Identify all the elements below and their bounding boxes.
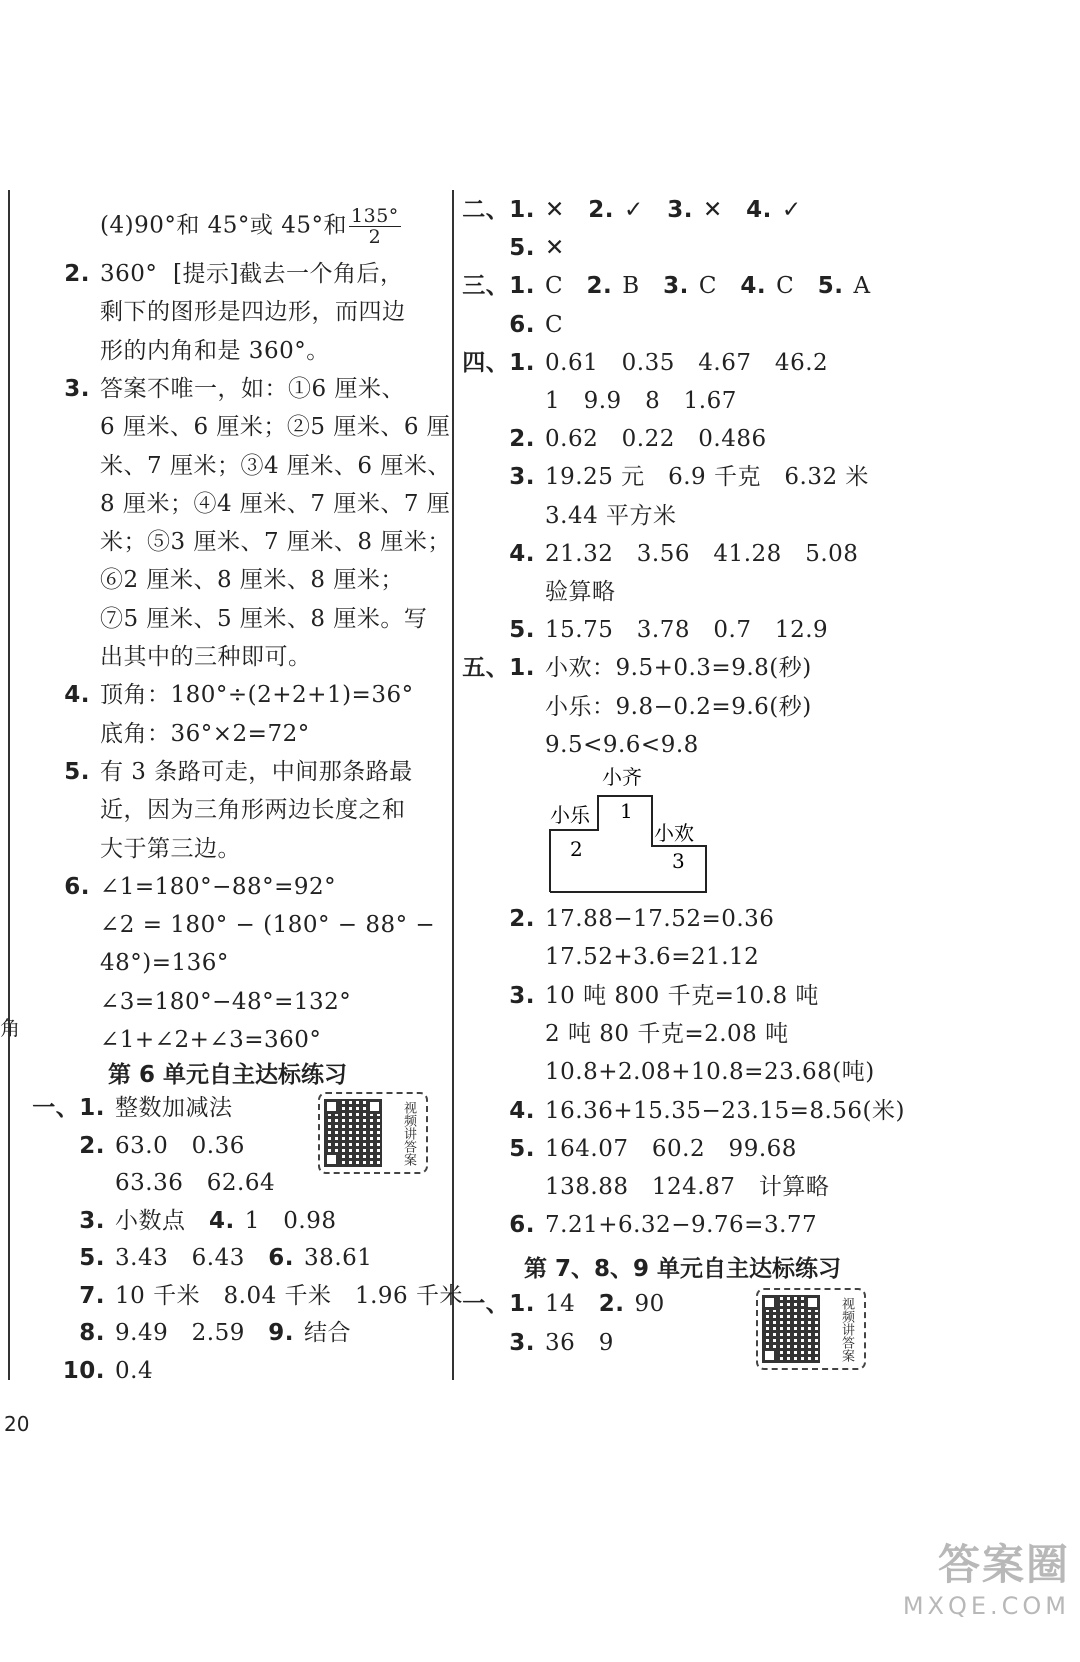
answer-text: 验算略 <box>545 579 616 605</box>
answer-text: ∠3=180°−48°=132° <box>100 988 352 1015</box>
answer-line <box>455 1329 614 1357</box>
answer-text: 有 3 条路可走，中间那条路最 <box>100 758 413 785</box>
question-number: 五、1. <box>462 655 535 682</box>
answer-text: 底角：36°×2=72° <box>100 720 310 747</box>
answer-text: 1 9.9 8 1.67 <box>545 388 737 414</box>
answer-text: 小欢：9.5+0.3=9.8(秒) <box>545 655 812 682</box>
answer-line <box>20 1207 336 1235</box>
answer-text: 小乐：9.8−0.2=9.6(秒) <box>545 693 812 720</box>
answer-line <box>20 949 229 977</box>
answer-text: 2 吨 80 千克=2.08 吨 <box>545 1020 789 1047</box>
podium-second-rank: 2 <box>570 837 583 861</box>
answer-text: C <box>698 273 741 300</box>
answer-line <box>455 502 677 530</box>
answer-line <box>455 1211 817 1239</box>
question-number: 8. <box>79 1320 105 1346</box>
answer-text: 21.32 3.56 41.28 5.08 <box>545 540 859 567</box>
answer-text: ✕ <box>545 197 589 223</box>
answer-line <box>20 643 312 671</box>
answer-text: 剩下的图形是四边形，而四边 <box>100 299 406 326</box>
question-number: 6. <box>268 1245 295 1271</box>
question-number: 4. <box>740 273 767 300</box>
answer-line <box>20 605 427 633</box>
watermark-logo: 答案圈 <box>937 1540 1070 1589</box>
answer-text: 16.36+15.35−23.15=8.56(米) <box>545 1097 906 1124</box>
question-number: 4. <box>64 682 90 709</box>
answer-text: 63.36 62.64 <box>115 1170 276 1196</box>
answer-text: 7.21+6.32−9.76=3.77 <box>545 1212 818 1239</box>
answer-line <box>20 1282 463 1310</box>
answer-line <box>455 982 819 1010</box>
answer-text: C <box>776 273 818 300</box>
answer-text: 19.25 元 6.9 千克 6.32 米 <box>545 464 869 491</box>
question-number: 2. <box>509 426 535 453</box>
answer-text: 38.61 <box>304 1245 373 1271</box>
question-number: 6. <box>509 311 535 338</box>
podium-second-name: 小乐 <box>550 803 590 827</box>
answer-line <box>20 1244 372 1272</box>
podium-third-rank: 3 <box>672 849 685 873</box>
answer-text: 164.07 60.2 99.68 <box>545 1135 797 1162</box>
answer-line <box>455 1058 875 1086</box>
question-number: 一、1. <box>32 1095 105 1121</box>
fraction-denominator: 2 <box>368 226 382 248</box>
answer-line <box>455 387 737 415</box>
section-title: 第 6 单元自主达标练习 <box>108 1062 348 1088</box>
question-number: 3. <box>509 464 535 491</box>
answer-text: 近，因为三角形两边长度之和 <box>100 797 406 824</box>
answer-text: 3.43 6.43 <box>115 1245 269 1271</box>
answer-line <box>455 943 759 971</box>
answer-text: 3.44 平方米 <box>545 502 677 529</box>
question-number: 5. <box>509 1135 535 1162</box>
answer-text: C <box>545 311 564 338</box>
answer-text: 大于第三边。 <box>100 835 241 862</box>
question-number: 2. <box>588 197 614 223</box>
answer-text: 48°)=136° <box>100 950 229 977</box>
answer-text: ✕ <box>702 197 747 223</box>
answer-text: 出其中的三种即可。 <box>100 644 312 670</box>
answer-text: ∠1+∠2+∠3=360° <box>100 1027 322 1053</box>
answer-line <box>20 796 406 824</box>
answer-line <box>20 835 241 863</box>
answer-text: B <box>622 273 664 300</box>
answer-line <box>20 413 450 441</box>
answer-line <box>20 681 414 709</box>
answer-text: 米；⑤3 厘米、7 厘米、8 厘米； <box>100 529 451 556</box>
question-number: 2. <box>509 906 535 932</box>
fraction <box>349 206 401 247</box>
answer-text: A <box>853 273 871 300</box>
answer-text: 小数点 <box>115 1207 209 1234</box>
answer-text: 17.88−17.52=0.36 <box>545 906 775 932</box>
question-number: 一、1. <box>462 1291 535 1317</box>
watermark-url: MXQE.COM <box>902 1592 1070 1620</box>
answer-text: ⑦5 厘米、5 厘米、8 厘米。写 <box>100 605 428 632</box>
answer-text: 15.75 3.78 0.7 12.9 <box>545 617 829 644</box>
answer-line <box>20 873 336 901</box>
page-number: 20 <box>4 1412 30 1436</box>
answer-line <box>20 758 413 786</box>
answer-line <box>20 260 403 288</box>
qr-code-icon <box>762 1295 820 1363</box>
answer-line <box>20 1132 245 1160</box>
video-answer-qr-code[interactable] <box>318 1092 428 1174</box>
question-number: 三、1. <box>462 273 535 300</box>
question-number: 2. <box>586 273 613 300</box>
podium-diagram <box>540 760 720 900</box>
answer-line <box>455 196 802 224</box>
answer-line <box>20 528 451 556</box>
answer-line <box>455 234 565 262</box>
answer-line <box>20 988 351 1016</box>
question-number: 4. <box>509 540 535 567</box>
question-number: 9. <box>268 1320 295 1346</box>
answer-text: C <box>545 273 587 300</box>
question-number: 2. <box>79 1132 105 1159</box>
question-number: 3. <box>509 1329 535 1356</box>
qr-label: 视频讲答案 <box>401 1100 416 1166</box>
question-number: 4. <box>208 1207 235 1234</box>
answer-line <box>20 1357 153 1385</box>
answer-text: 整数加减法 <box>115 1095 233 1121</box>
question-number: 4. <box>509 1097 535 1124</box>
question-number: 7. <box>79 1282 105 1309</box>
qr-code-icon <box>324 1099 382 1167</box>
answer-line <box>20 490 450 518</box>
answer-line <box>455 1290 665 1318</box>
answer-line <box>455 463 869 491</box>
answer-text: 10 吨 800 千克=10.8 吨 <box>545 982 819 1009</box>
question-number: 5. <box>509 617 535 644</box>
answer-line <box>20 566 404 594</box>
podium-first-rank: 1 <box>620 799 633 823</box>
question-number: 6. <box>509 1212 535 1239</box>
answer-text: ∠2 = 180° − (180° − 88° − <box>100 912 436 939</box>
answer-text: 0.62 0.22 0.486 <box>545 426 767 453</box>
answer-text: ✕ <box>545 235 565 262</box>
answer-line <box>20 1319 351 1347</box>
answer-line <box>20 1026 321 1054</box>
answer-line <box>20 298 406 326</box>
podium-third-name: 小欢 <box>654 821 694 845</box>
question-number: 5. <box>64 758 90 785</box>
answer-line <box>455 540 858 568</box>
answer-text: 10 千米 8.04 千米 1.96 千米 <box>115 1282 463 1309</box>
answer-text: ✓ <box>623 197 668 223</box>
answer-text: ✓ <box>781 197 802 223</box>
question-number: 2. <box>64 261 90 287</box>
answer-line <box>455 654 812 682</box>
question-number: 3. <box>79 1207 105 1234</box>
answer-line <box>455 349 828 377</box>
question-number: 5. <box>79 1245 105 1271</box>
answer-text: ∠1=180°−88°=92° <box>100 873 337 900</box>
answer-line <box>455 731 699 759</box>
answer-text: 14 <box>545 1291 599 1317</box>
answer-line <box>20 720 310 748</box>
answer-text: 90 <box>634 1291 665 1317</box>
answer-text: 顶角：180°÷(2+2+1)=36° <box>100 682 414 709</box>
question-number: 10. <box>62 1357 105 1384</box>
answer-line <box>455 905 774 933</box>
answer-text: 形的内角和是 360°。 <box>100 337 330 364</box>
answer-text: 360° [提示]截去一个角后， <box>100 261 404 287</box>
answer-line <box>455 578 616 606</box>
answer-text: 17.52+3.6=21.12 <box>545 944 760 971</box>
answer-line <box>455 1020 789 1048</box>
answer-text: 63.0 0.36 <box>115 1132 245 1159</box>
answer-text: 138.88 124.87 计算略 <box>545 1174 830 1201</box>
question-number: 3. <box>509 982 535 1009</box>
answer-line <box>20 1169 275 1197</box>
question-number: 5. <box>817 273 844 300</box>
section-title: 第 7、8、9 单元自主达标练习 <box>524 1256 842 1282</box>
answer-text: 36 9 <box>545 1329 614 1356</box>
answer-line <box>20 1094 233 1122</box>
margin-fragment: 角 <box>0 1016 20 1040</box>
answer-text: ⑥2 厘米、8 厘米、8 厘米； <box>100 567 404 594</box>
answer-line <box>455 616 828 644</box>
answer-line <box>455 311 563 339</box>
answer-line <box>20 206 401 247</box>
answer-line <box>455 1097 905 1125</box>
answer-text: 9.5<9.6<9.8 <box>545 731 699 758</box>
fraction-numerator: 135° <box>351 205 399 227</box>
answer-text: (4)90°和 45°或 45°和 <box>100 212 348 239</box>
answer-text: 8 厘米；④4 厘米、7 厘米、7 厘 <box>100 490 451 517</box>
column-divider <box>452 190 454 1380</box>
answer-line <box>455 1135 797 1163</box>
answer-text: 结合 <box>304 1320 352 1346</box>
answer-line <box>20 911 435 939</box>
video-answer-qr-code-2[interactable] <box>756 1288 866 1370</box>
answer-line <box>20 452 451 480</box>
question-number: 2. <box>598 1291 625 1317</box>
question-number: 四、1. <box>462 349 535 376</box>
question-number: 3. <box>663 273 689 300</box>
answer-text: 0.61 0.35 4.67 46.2 <box>545 349 829 376</box>
answer-text: 答案不唯一，如：①6 厘米、 <box>100 375 405 402</box>
answer-line <box>20 337 330 365</box>
answer-text: 6 厘米、6 厘米；②5 厘米、6 厘 <box>100 414 451 441</box>
question-number: 3. <box>64 375 90 402</box>
answer-text: 米、7 厘米；③4 厘米、6 厘米、 <box>100 452 451 479</box>
qr-label: 视频讲答案 <box>839 1296 854 1362</box>
question-number: 6. <box>64 873 90 900</box>
answer-line <box>455 693 812 721</box>
answer-line <box>455 1173 829 1201</box>
answer-line <box>455 425 767 453</box>
answer-text: 9.49 2.59 <box>115 1320 269 1346</box>
podium-first-name: 小齐 <box>602 765 642 789</box>
question-number: 3. <box>667 197 693 223</box>
answer-text: 10.8+2.08+10.8=23.68(吨) <box>545 1059 875 1086</box>
answer-line <box>20 375 405 403</box>
left-margin-rule <box>8 190 10 1380</box>
question-number: 二、1. <box>462 197 535 223</box>
answer-line <box>455 272 871 300</box>
question-number: 4. <box>746 197 772 223</box>
answer-text: 1 0.98 <box>244 1207 337 1234</box>
site-watermark <box>870 1532 1070 1652</box>
answer-text: 0.4 <box>115 1357 154 1384</box>
question-number: 5. <box>509 235 535 262</box>
